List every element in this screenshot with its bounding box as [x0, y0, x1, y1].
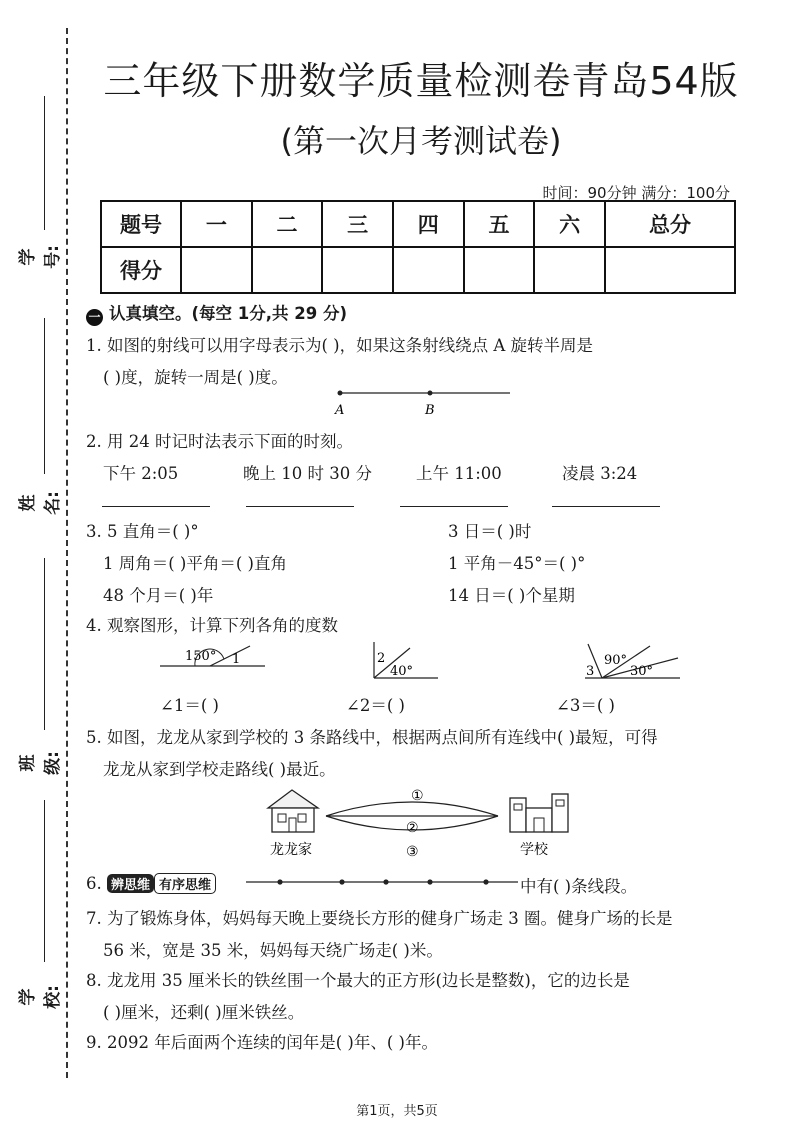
score-cell: 四 — [393, 201, 464, 247]
q5-line2: 龙龙从家到学校走路线( )最近。 — [103, 760, 336, 779]
fig2-angle-label: 40° — [390, 664, 414, 679]
fig3-angle-a: 90° — [604, 653, 628, 668]
segment-point-1 — [277, 879, 282, 884]
page-subtitle: (第一次月考测试卷) — [280, 122, 562, 160]
q3-r1a: 3. 5 直角＝( )° — [86, 522, 199, 541]
q2-answer-line-4[interactable] — [552, 506, 660, 507]
score-cell: 二 — [252, 201, 323, 247]
q3-r3b: 14 日＝( )个星期 — [448, 586, 575, 605]
score-row-label: 得分 — [101, 247, 181, 293]
q9-text: 9. 2092 年后面两个连续的闰年是( )年、( )年。 — [86, 1033, 438, 1052]
school-label: 学校 — [520, 842, 548, 858]
score-input[interactable] — [181, 247, 252, 293]
route-1-label: ① — [411, 788, 424, 804]
score-value-row — [101, 247, 735, 293]
segment-point-3 — [383, 879, 388, 884]
score-cell: 六 — [534, 201, 605, 247]
route-2-label: ② — [406, 820, 419, 836]
point-b-label: B — [425, 403, 435, 418]
q2-time-1: 下午 2:05 — [103, 464, 179, 483]
q2-time-2: 晚上 10 时 30 分 — [243, 464, 372, 483]
q3-r1b: 3 日＝( )时 — [448, 522, 532, 541]
score-header-row — [101, 201, 735, 247]
q2-time-4: 凌晨 3:24 — [562, 464, 638, 483]
segment-point-5 — [483, 879, 488, 884]
ray-figure — [330, 384, 520, 418]
q2-text: 2. 用 24 时记时法表示下面的时刻。 — [86, 432, 353, 451]
q7-line2: 56 米，宽是 35 米，妈妈每天绕广场走( )米。 — [103, 941, 443, 960]
ordered-thinking-badge: 有序思维 — [154, 873, 216, 894]
name-label: 姓名: — [18, 491, 63, 515]
time-info: 时间：90分钟 满分：100分 — [542, 184, 730, 202]
fig1-number-label: 1 — [232, 652, 241, 667]
q6-row — [86, 873, 216, 894]
score-cell-label: 题号 — [101, 201, 181, 247]
segment-figure — [244, 874, 520, 890]
fig3-angle-b: 30° — [630, 664, 654, 679]
q4-answer-1: ∠1＝( ) — [160, 696, 219, 715]
fig2-number-label: 2 — [377, 651, 386, 666]
school-label: 学校: — [18, 985, 63, 1009]
thinking-badge: 辨思维 — [107, 874, 154, 893]
name-blank — [44, 318, 45, 474]
score-input[interactable] — [252, 247, 323, 293]
q6-tail: 中有( )条线段。 — [520, 877, 638, 896]
route-1-line — [326, 802, 498, 816]
q2-time-3: 上午 11:00 — [416, 464, 502, 483]
q1-line2: ( )度，旋转一周是( )度。 — [103, 368, 288, 387]
route-3-label: ③ — [406, 844, 419, 860]
point-a-dot — [338, 391, 343, 396]
q2-answer-line-2[interactable] — [246, 506, 354, 507]
q7-line1: 7. 为了锻炼身体，妈妈每天晚上要绕长方形的健身广场走 3 圈。健身广场的长是 — [86, 909, 673, 928]
fig1-angle-label: 150° — [185, 649, 217, 664]
score-input-total[interactable] — [605, 247, 735, 293]
q4-answer-2: ∠2＝( ) — [346, 696, 405, 715]
point-a-label: A — [335, 403, 345, 418]
angle-figure-2 — [368, 640, 443, 682]
page-title: 三年级下册数学质量检测卷青岛54版 — [103, 59, 739, 103]
segment-point-4 — [427, 879, 432, 884]
score-cell-total: 总分 — [605, 201, 735, 247]
score-input[interactable] — [534, 247, 605, 293]
segment-point-2 — [339, 879, 344, 884]
q3-r2b: 1 平角－45°＝( )° — [448, 554, 586, 573]
student-id-blank — [44, 96, 45, 230]
student-id-label: 学号: — [18, 245, 63, 269]
q3-r2a: 1 周角＝( )平角＝( )直角 — [103, 554, 287, 573]
class-blank — [44, 558, 45, 730]
school-icon — [510, 794, 568, 832]
q2-answer-line-3[interactable] — [400, 506, 508, 507]
class-label: 班级: — [18, 751, 63, 775]
section-title: 认真填空。(每空 1分,共 29 分) — [109, 304, 348, 323]
q4-answer-3: ∠3＝( ) — [556, 696, 615, 715]
score-input[interactable] — [393, 247, 464, 293]
q3-r3a: 48 个月＝( )年 — [103, 586, 214, 605]
q8-line1: 8. 龙龙用 35 厘米长的铁丝围一个最大的正方形(边长是整数)，它的边长是 — [86, 971, 630, 990]
school-blank — [44, 800, 45, 962]
score-table — [100, 200, 736, 294]
score-cell: 一 — [181, 201, 252, 247]
score-input[interactable] — [464, 247, 535, 293]
page-footer: 第1页，共5页 — [356, 1104, 438, 1119]
q5-line1: 5. 如图，龙龙从家到学校的 3 条路线中，根据两点间所有连线中( )最短，可得 — [86, 728, 658, 747]
home-label: 龙龙家 — [270, 842, 312, 858]
score-cell: 三 — [322, 201, 393, 247]
angle-figure-3 — [580, 640, 685, 682]
section-heading — [86, 300, 347, 326]
q8-line2: ( )厘米，还剩( )厘米铁丝。 — [103, 1003, 305, 1022]
section-number-badge: 一 — [86, 309, 103, 326]
score-input[interactable] — [322, 247, 393, 293]
fig3-number-label: 3 — [586, 664, 595, 679]
q2-answer-line-1[interactable] — [102, 506, 210, 507]
route-figure — [262, 784, 582, 860]
score-cell: 五 — [464, 201, 535, 247]
point-b-dot — [428, 391, 433, 396]
q6-number: 6. — [86, 874, 102, 893]
binding-dash-line — [66, 28, 68, 1078]
q1-line1: 1. 如图的射线可以用字母表示为( )，如果这条射线绕点 A 旋转半周是 — [86, 336, 594, 355]
angle-figure-1 — [155, 640, 270, 672]
q4-text: 4. 观察图形，计算下列各角的度数 — [86, 616, 338, 635]
house-icon — [268, 790, 318, 832]
